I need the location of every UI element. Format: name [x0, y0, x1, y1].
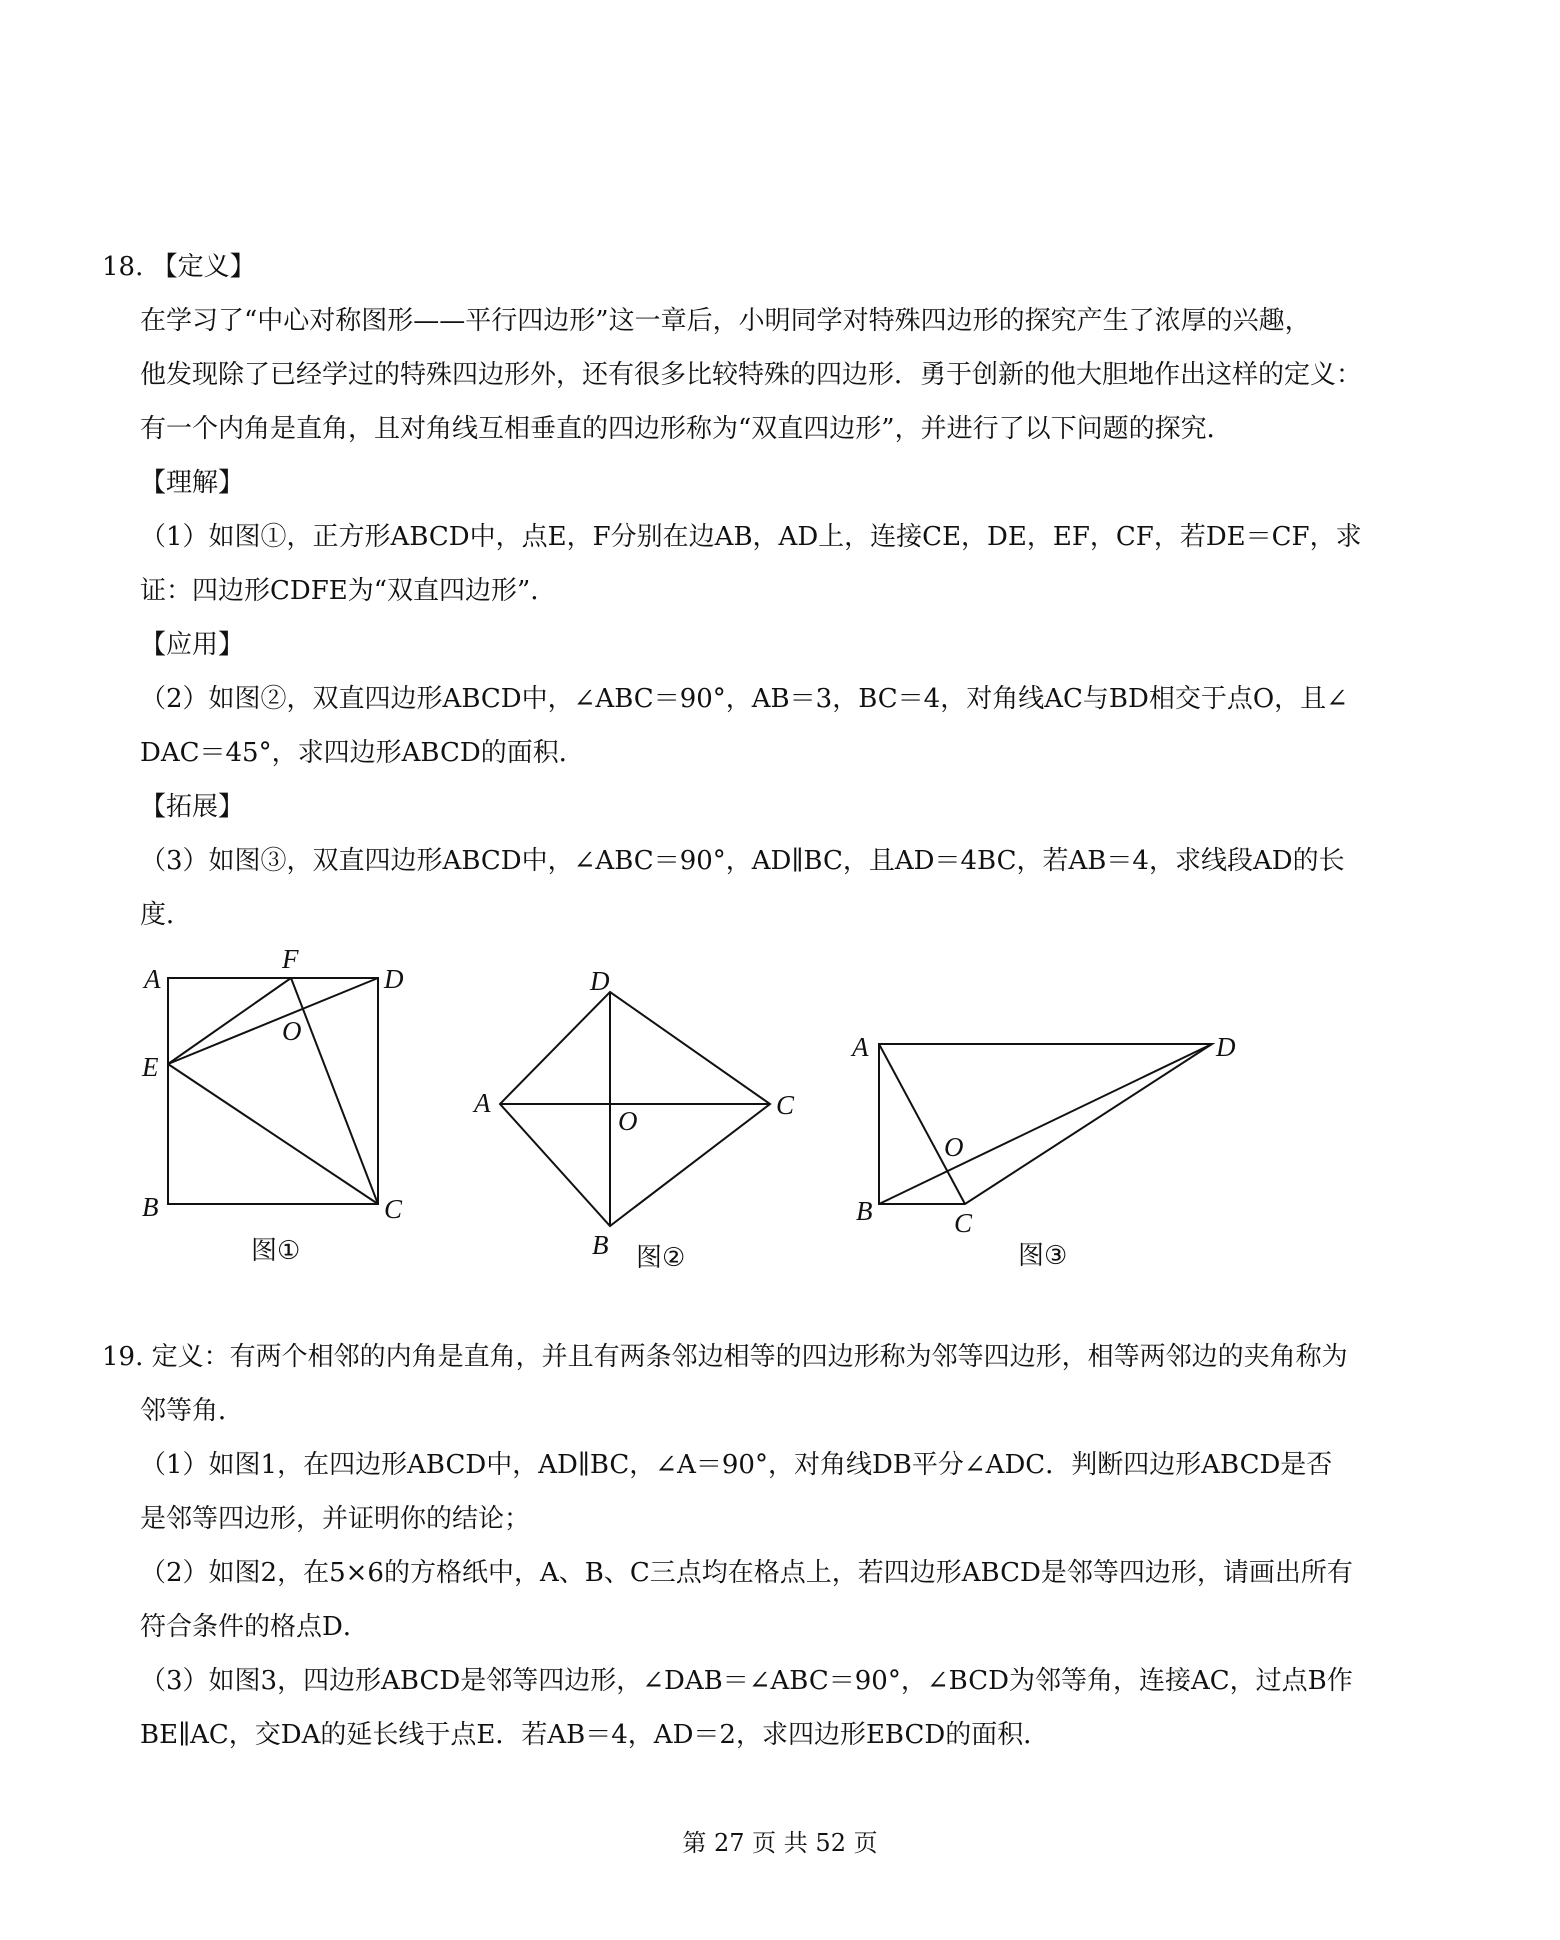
- figure-1-labels: [141, 944, 404, 1266]
- q18-part2-line-2: DAC＝45°，求四边形ABCD的面积．: [140, 738, 585, 768]
- fig1-label-C: C: [384, 1194, 403, 1224]
- fig1-label-F: F: [282, 944, 299, 974]
- fig3-caption: 图③: [1018, 1241, 1068, 1271]
- q19-part2-line-1: （2）如图2，在5×6的方格纸中，A、B、C三点均在格点上，若四边形ABCD是邻等四边形，请画出所有: [140, 1558, 1353, 1588]
- fig3-diagonal-AC: [879, 1044, 965, 1204]
- fig2-label-B: B: [592, 1230, 609, 1260]
- figure-3-labels: [850, 1032, 1236, 1271]
- fig3-diagonal-BD: [879, 1044, 1212, 1204]
- fig1-square: [168, 978, 378, 1204]
- fig3-label-O: O: [944, 1132, 964, 1162]
- q18-part1-line-2: 证：四边形CDFE为“双直四边形”．: [140, 576, 557, 606]
- q19-definition-line-1: 定义：有两个相邻的内角是直角，并且有两条邻边相等的四边形称为邻等四边形，相等两邻边的夹角称为: [151, 1342, 1348, 1372]
- fig2-label-D: D: [590, 966, 610, 996]
- figure-2-labels: [472, 966, 795, 1273]
- q18-number: 18.: [102, 252, 144, 282]
- q19-part1-line-1: （1）如图1，在四边形ABCD中，AD∥BC，∠A＝90°，对角线DB平分∠ADC．判断四边形ABCD是否: [140, 1450, 1333, 1480]
- q19-number: 19.: [102, 1342, 144, 1372]
- q18-part3-line-2: 度．: [140, 900, 193, 930]
- q19-part1-line-2: 是邻等四边形，并证明你的结论；: [140, 1504, 531, 1534]
- q19-header: [102, 1340, 1348, 1374]
- q18-heading: 【定义】: [151, 252, 256, 282]
- q18-definition-line-1: 在学习了“中心对称图形——平行四边形”这一章后，小明同学对特殊四边形的探究产生了浓厚的兴趣，: [140, 306, 1311, 336]
- q19-part2-line-2: 符合条件的格点D．: [140, 1612, 369, 1642]
- q19-part3-line-2: BE∥AC，交DA的延长线于点E．若AB＝4，AD＝2，求四边形EBCD的面积．: [140, 1720, 1050, 1750]
- fig1-segment-EC: [168, 1064, 378, 1204]
- fig3-label-A: A: [852, 1032, 869, 1062]
- fig1-label-A: A: [144, 964, 161, 994]
- fig1-label-D: D: [384, 964, 404, 994]
- fig1-segment-FC: [291, 978, 378, 1204]
- figure-1: [168, 978, 378, 1204]
- q19-definition-line-2: 邻等角．: [140, 1396, 245, 1426]
- q18-part3-line-1: （3）如图③，双直四边形ABCD中，∠ABC＝90°，AD∥BC，且AD＝4BC，若AB＝4，求线段AD的长: [140, 846, 1345, 876]
- q18-understand-heading: 【理解】: [140, 468, 245, 498]
- q19-part3-line-1: （3）如图3，四边形ABCD是邻等四边形，∠DAB＝∠ABC＝90°，∠BCD为邻等角，连接AC，过点B作: [140, 1666, 1353, 1696]
- q18-definition-line-2: 他发现除了已经学过的特殊四边形外，还有很多比较特殊的四边形．勇于创新的他大胆地作出这样的定义：: [140, 360, 1363, 390]
- q18-definition-line-3: 有一个内角是直角，且对角线互相垂直的四边形称为“双直四边形”，并进行了以下问题的探究．: [140, 414, 1233, 444]
- fig1-label-E: E: [142, 1052, 159, 1082]
- fig1-caption: 图①: [251, 1236, 301, 1266]
- fig2-caption: 图②: [636, 1243, 686, 1273]
- page-footer: 第 27 页 共 52 页: [682, 1829, 878, 1857]
- fig1-label-B: B: [142, 1192, 159, 1222]
- fig3-label-D: D: [1216, 1032, 1236, 1062]
- fig3-label-B: B: [856, 1196, 873, 1226]
- fig2-label-C: C: [776, 1090, 795, 1120]
- q18-extend-heading: 【拓展】: [140, 792, 245, 822]
- fig2-label-A: A: [474, 1088, 491, 1118]
- fig1-label-O: O: [282, 1016, 302, 1046]
- q18-apply-heading: 【应用】: [140, 630, 245, 660]
- fig2-label-O: O: [618, 1106, 638, 1136]
- q18-part1-line-1: （1）如图①，正方形ABCD中，点E，F分别在边AB，AD上，连接CE，DE，EF，CF，若DE＝CF，求: [140, 522, 1362, 552]
- q18-part2-line-1: （2）如图②，双直四边形ABCD中，∠ABC＝90°，AB＝3，BC＝4，对角线AC与BD相交于点O，且∠: [140, 684, 1348, 714]
- figure-3: [879, 1044, 1212, 1204]
- fig3-label-C: C: [954, 1208, 973, 1238]
